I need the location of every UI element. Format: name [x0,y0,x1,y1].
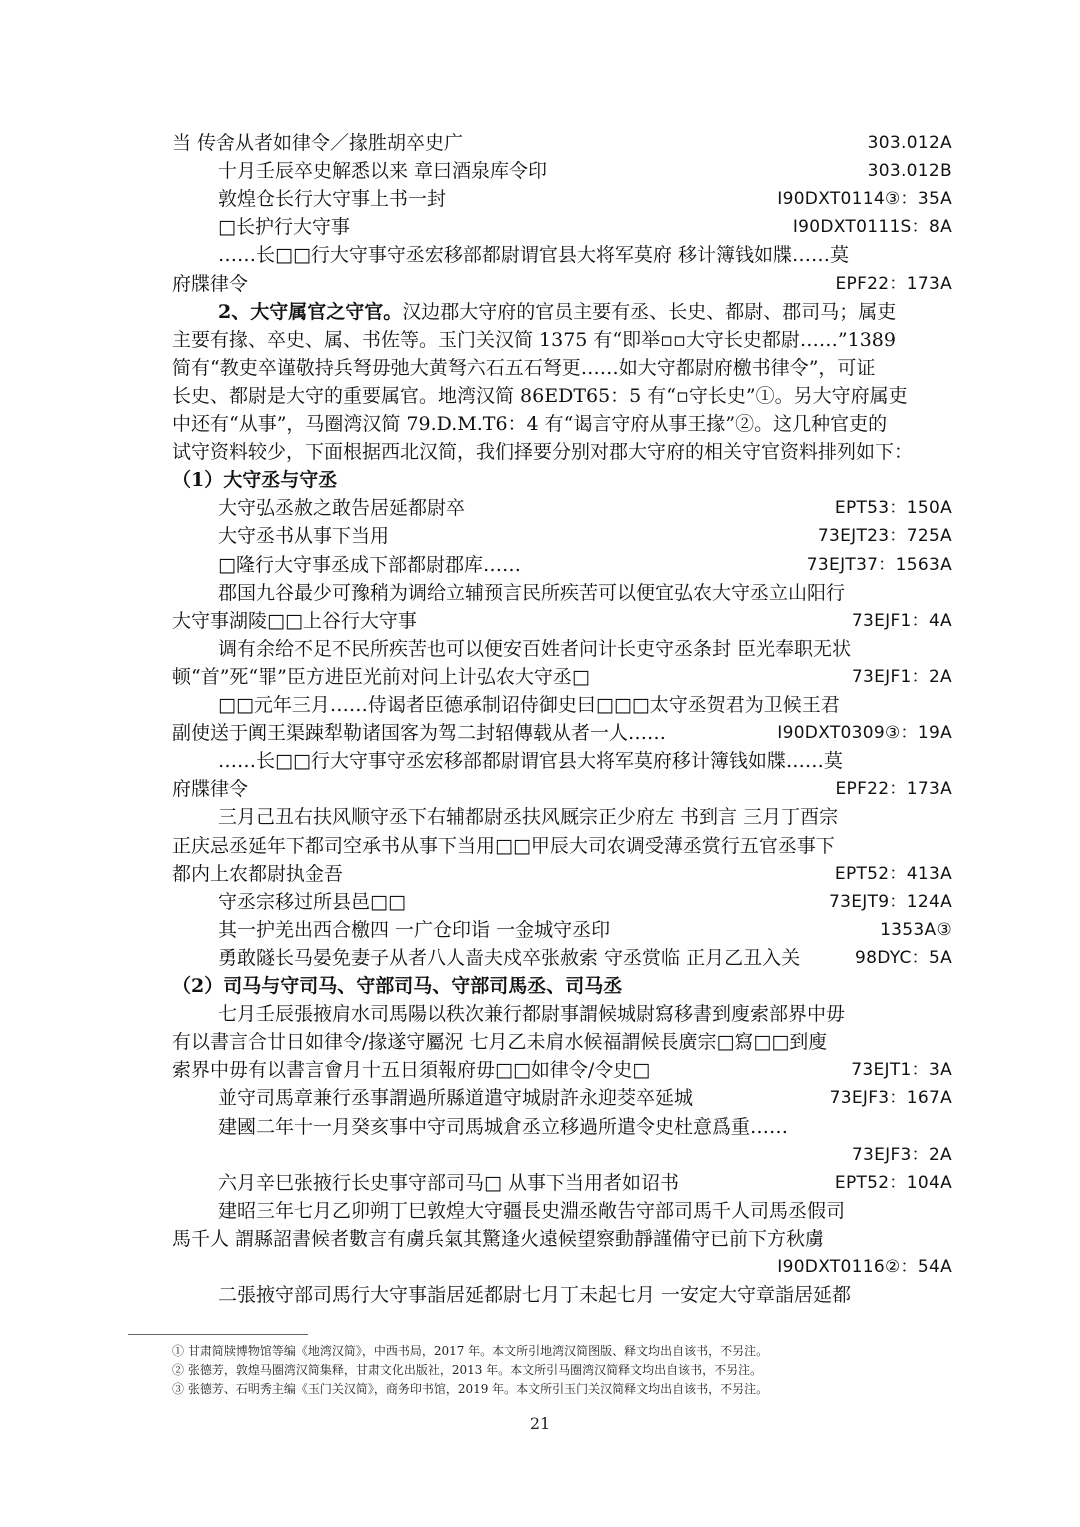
text-line [218,746,952,776]
text-line [218,634,952,664]
slip-number: 303.012B [867,161,952,182]
line-text: 主要有掾、卒史、属、书佐等。玉门关汉简 1375 有“即举▫▫大守长史都尉……”1389 [172,328,896,351]
line-text [172,465,337,495]
line-text [172,971,622,1001]
section-heading: （2）司马与守司马、守部司马、守部司馬丞、司马丞 [172,975,623,997]
slip-number: EPF22：173A [835,273,952,294]
line-text: 建國二年十一月癸亥事中守司馬城倉丞立移過所遣令史杜意爲重…… [218,1115,789,1138]
footnote: ③ 张德芳、石明秀主编《玉门关汉简》，商务印书馆，2019 年。本文所引玉门关汉简释文均出自该书，不另注。 [172,1382,769,1396]
text-line [172,353,952,383]
line-text: 敦煌仓长行大守事上书一封 [218,188,447,211]
text-line [172,1055,952,1085]
line-text: 三月己丑右扶风顺守丞下右辅都尉丞扶风厩宗正少府左 书到言 三月丁酉宗 [218,806,839,829]
text-line [172,437,952,467]
text-line [218,1168,952,1198]
line-text: 勇敢隧长马晏免妻子从者八人啬夫戍卒张赦索 守丞赏临 正月乙丑入关 [218,946,801,969]
text-line [172,606,952,636]
text-line [218,1083,952,1113]
text-line [218,212,952,242]
slip-number: 98DYC：5A [855,947,952,968]
slip-number: 73EJF3：2A [851,1144,952,1165]
text-line [218,887,952,917]
text-line [218,521,952,551]
text-line [218,915,952,945]
line-text: □长护行大守事 [218,216,350,239]
line-text: 中还有“从事”，马圈湾汉简 79.D.M.T6：4 有“谒言守府从事王掾”②。这几种官吏的 [172,413,888,435]
text-line [172,128,952,158]
section-heading: （1）大守丞与守丞 [172,469,338,492]
text-line [218,156,952,186]
line-text: □隆行大守事丞成下部都尉郡库…… [218,553,521,576]
slip-number: 73EJT9：124A [829,891,952,912]
text-line [172,774,952,804]
text-line [172,409,952,439]
slip-number: EPT53：150A [834,498,952,519]
slip-number: Ⅰ90DXT0309③：19A [777,723,952,744]
line-text: 试守资料较少，下面根据西北汉简，我们择要分别对郡大守府的相关守官资料排列如下： [172,441,914,464]
line-text: 大守事湖陵□□上谷行大守事 [172,609,417,632]
slip-number: 73EJF3：167A [829,1088,952,1109]
line-text: 建昭三年七月乙卯朔丁巳敦煌大守疆長史淵丞敞告守部司馬千人司馬丞假司 [218,1199,846,1222]
text-line [172,859,952,889]
text-line [172,1252,952,1282]
line-text: ……长□□行大守事守丞宏移部都尉谓官县大将军莫府 移计簿钱如牒……莫 [218,244,849,267]
line-text: 七月壬辰張掖肩水司馬陽以秩次兼行都尉事謂候城尉寫移書到廋索部界中毋 [218,1003,846,1026]
line-text: 守丞宗移过所县邑□□ [218,890,406,913]
footnote: ① 甘肃简牍博物馆等编《地湾汉简》，中西书局，2017 年。本文所引地湾汉简图版、释文均出自该书，不另注。 [172,1344,769,1358]
text-line [172,269,952,299]
slip-number: 303.012A [867,133,952,153]
text-line [172,718,952,748]
line-text: 府牒律令 [172,272,249,295]
line-text [218,297,896,327]
text-line [172,1027,952,1057]
line-text: ……长□□行大守事守丞宏移部都尉谓官县大将军莫府移计簿钱如牒……莫 [218,750,843,773]
slip-number: Ⅰ90DXT0114③：35A [777,189,952,210]
text-line [172,325,952,355]
text-line [218,184,952,214]
slip-number: 73EJT37：1563A [806,554,952,575]
footnote-separator [128,1334,308,1335]
slip-number: Ⅰ90DXT0111S：8A [792,217,952,238]
page-number: 21 [529,1414,551,1433]
slip-number: 1353A③ [880,919,952,940]
section-heading: 2、大守属官之守官。 [218,300,403,323]
line-text: 十月壬辰卒史解悉以来 章曰酒泉库令印 [218,160,548,183]
line-text: 简有“教吏卒谨敬持兵弩毋弛大黄弩六石五石弩更……如大守都尉府檄书律令”，可证 [172,356,876,379]
text-line [172,831,952,861]
line-text: 有以書言合廿日如律令/掾遂守屬況 七月乙未肩水候福謂候長廣宗□寫□□到廋 [172,1031,828,1054]
slip-number: EPF22：173A [835,779,952,800]
line-text: 当 传舍从者如律令／掾胜胡卒史广 [172,132,464,154]
line-text: 都内上农都尉执金吾 [172,862,344,885]
text-line [218,550,952,580]
text-line [218,999,952,1029]
line-text: 副使送于阗王渠踈犁勒诸国客为驾二封轺傳载从者一人…… [172,722,667,745]
text-line [172,381,952,411]
line-text: 正庆忌丞延年下都司空承书从事下当用□□甲辰大司农调受薄丞赏行五官丞事下 [172,834,835,857]
line-text: 顿“首”死“罪”臣方进臣光前对问上计弘农大守丞□ [172,665,590,688]
line-text: 六月辛巳张掖行长史事守部司马□ 从事下当用者如诏书 [218,1171,679,1194]
line-text: 並守司馬章兼行丞事謂過所縣道遣守城尉許永迎茭卒延城 [218,1087,694,1110]
text-line [218,1280,952,1310]
slip-number: EPT52：413A [834,863,952,884]
text-line [218,493,952,523]
line-text: 二張掖守部司馬行大守事詣居延都尉七月丁未起七月 一安定大守章詣居延都 [218,1284,852,1307]
line-text: 调有余给不足不民所疾苦也可以便安百姓者问计长吏守丞条封 臣光奉职无状 [218,637,852,660]
slip-number: Ⅰ90DXT0116②：54A [777,1257,952,1277]
text-line [218,240,952,270]
text-line [172,465,952,495]
text-line [218,1112,952,1142]
text-line [172,971,952,1001]
text-line [172,662,952,692]
line-text: 索界中毋有以書言會月十五日須報府毋□□如律令/令史□ [172,1059,651,1082]
text-line [218,578,952,608]
line-text: 馬千人 謂縣詔書候者數言有虜兵氣其驚逢火遠候望察動靜謹備守已前下方秋虜 [172,1227,825,1250]
text-line [218,1196,952,1226]
text-line [218,943,952,973]
slip-number: EPT52：104A [834,1172,952,1193]
heading-continuation: 汉边郡大守府的官员主要有丞、长史、都尉、郡司马；属吏 [402,300,897,323]
line-text: 长史、都尉是大守的重要属官。地湾汉简 86EDT65：5 有“▫守长史”①。另大守府属吏 [172,384,908,407]
text-line [172,1140,952,1170]
line-text: 郡国九谷最少可豫稍为调给立辅预言民所疾苦可以便宜弘农大守丞立山阳行 [218,581,846,604]
line-text: 大守丞书从事下当用 [218,525,390,548]
text-line [218,297,952,327]
footnote: ② 张德芳，敦煌马圈湾汉简集释，甘肃文化出版社，2013 年。本文所引马圈湾汉简释文均出自该书，不另注。 [172,1363,763,1377]
line-text: □□元年三月……侍谒者臣德承制诏侍御史曰□□□太守丞贺君为卫候王君 [218,694,840,716]
text-line [218,802,952,832]
slip-number: 73EJT23：725A [817,526,952,547]
line-text: 其一护羌出西合檄四 一广仓印诣 一金城守丞印 [218,918,611,941]
slip-number: 73EJF1：2A [851,666,952,687]
slip-number: 73EJT1：3A [851,1060,952,1081]
line-text: 大守弘丞赦之敢告居延都尉卒 [218,497,466,520]
text-line [172,1224,952,1254]
line-text: 府牒律令 [172,778,249,801]
slip-number: 73EJF1：4A [851,610,952,631]
text-line [218,690,952,720]
